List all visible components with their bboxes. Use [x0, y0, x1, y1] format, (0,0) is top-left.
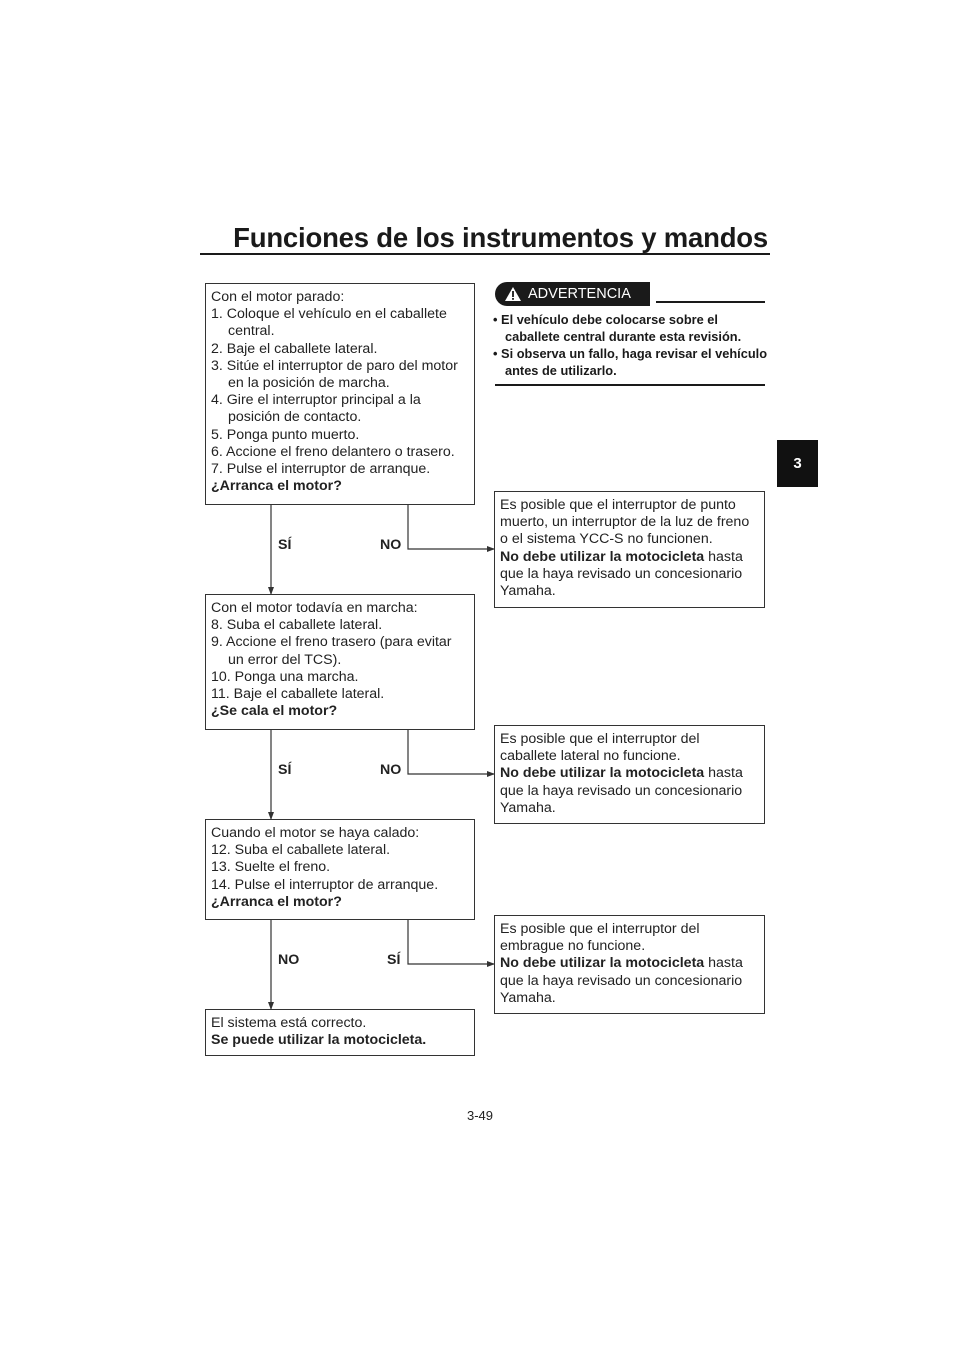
result-box-1 [494, 491, 765, 608]
page-title: Funciones de los instrumentos y mandos [233, 222, 768, 253]
step-question: ¿Se cala el motor? [211, 703, 338, 720]
label-yes-1: SÍ [278, 537, 292, 553]
step-item: 11. Baje el caballete lateral. [211, 686, 385, 703]
page-number: 3-49 [466, 1108, 494, 1123]
step-item: 2. Baje el caballete lateral. [211, 340, 378, 357]
result-tail: hasta que la haya revisado un concesionario Yamaha. [500, 955, 743, 1006]
label-no-3: NO [278, 952, 300, 968]
step-question: ¿Arranca el motor? [211, 893, 342, 910]
final-line: El sistema está correcto. [211, 1015, 367, 1031]
result-box-2 [494, 725, 765, 824]
warning-item: • El vehículo debe colocarse sobre el caballete central durante esta revisión. [493, 312, 742, 344]
connector-yes-3 [408, 920, 494, 964]
result-text: Es posible que el interruptor del caballete lateral no funcione. [500, 731, 700, 765]
warning-item: • Si observa un fallo, haga revisar el vehículo antes de utilizarlo. [493, 346, 768, 378]
result-warning: No debe utilizar la motocicleta [500, 765, 705, 782]
step-item: 3. Sitúe el interruptor de paro del motor en la posición de marcha. [211, 357, 458, 392]
step-item: 6. Accione el freno delantero o trasero. [211, 443, 455, 460]
connector-no-2 [408, 730, 494, 774]
label-yes-2: SÍ [278, 762, 292, 778]
result-box-3 [494, 915, 765, 1014]
step-box-1 [205, 283, 475, 505]
step-box-2 [205, 594, 475, 730]
step-item: 8. Suba el caballete lateral. [211, 617, 383, 634]
chapter-tab: 3 [777, 440, 818, 487]
step-question: ¿Arranca el motor? [211, 478, 342, 495]
final-line-bold: Se puede utilizar la motocicleta. [211, 1032, 427, 1049]
step-item: 7. Pulse el interruptor de arranque. [211, 461, 431, 478]
step-intro: Cuando el motor se haya calado: [211, 825, 420, 841]
step-item: 12. Suba el caballete lateral. [211, 842, 391, 859]
result-text: Es posible que el interruptor de punto muerto, un interruptor de la luz de freno o el sistema YCC-S no funcionen. [500, 497, 750, 548]
step-item: 9. Accione el freno trasero (para evitar un error del TCS). [211, 634, 452, 668]
result-warning: No debe utilizar la motocicleta [500, 548, 705, 565]
label-yes-3: SÍ [387, 952, 401, 968]
warning-label: ADVERTENCIA [528, 286, 631, 302]
step-intro: Con el motor parado: [211, 289, 345, 305]
step-intro: Con el motor todavía en marcha: [211, 600, 418, 616]
step-item: 1. Coloque el vehículo en el caballete central. [211, 306, 447, 340]
step-item: 10. Ponga una marcha. [211, 668, 359, 685]
result-tail: hasta que la haya revisado un concesionario Yamaha. [500, 765, 743, 816]
result-tail: hasta que la haya revisado un concesionario Yamaha. [500, 548, 743, 600]
label-no-1: NO [380, 537, 402, 553]
step-item: 4. Gire el interruptor principal a la posición de contacto. [211, 392, 421, 426]
step-item: 5. Ponga punto muerto. [211, 426, 360, 443]
result-text: Es posible que el interruptor del embrague no funcione. [500, 921, 700, 955]
step-box-3 [205, 819, 475, 920]
final-box [205, 1009, 475, 1056]
result-warning: No debe utilizar la motocicleta [500, 955, 705, 972]
label-no-2: NO [380, 762, 402, 778]
step-item: 14. Pulse el interruptor de arranque. [211, 876, 439, 893]
step-item: 13. Suelte el freno. [211, 859, 331, 876]
connector-no-1 [408, 505, 494, 549]
